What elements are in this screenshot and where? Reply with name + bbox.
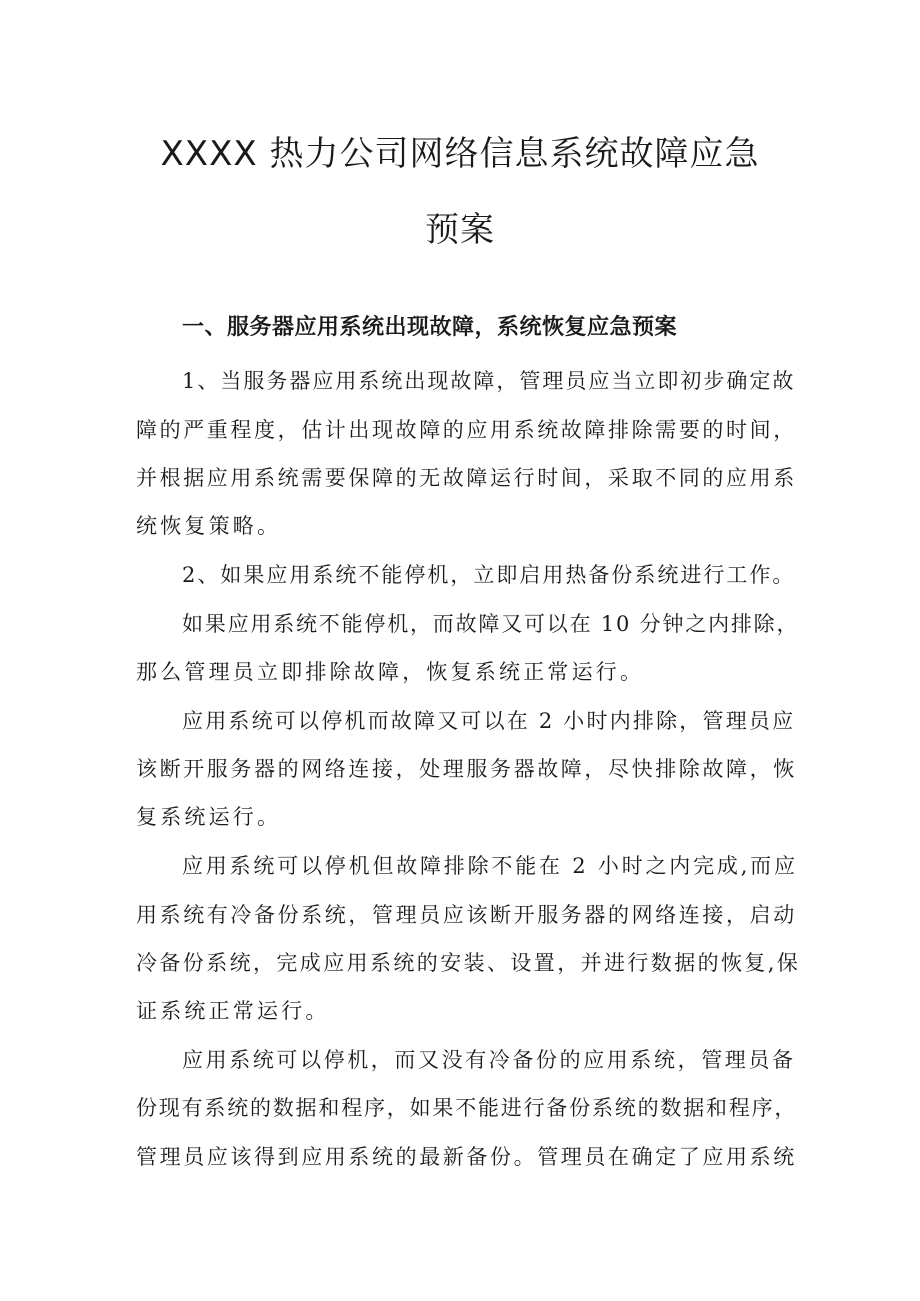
document-title-line-1: XXXX 热力公司网络信息系统故障应急 <box>160 134 760 174</box>
paragraph-line: 1、当服务器应用系统出现故障，管理员应当立即初步确定故 <box>182 369 796 393</box>
paragraph-line: 复系统运行。 <box>136 805 282 829</box>
paragraph-line: 份现有系统的数据和程序，如果不能进行备份系统的数据和程序， <box>136 1096 798 1120</box>
paragraph-line: 应用系统可以停机而故障又可以在 2 小时内排除，管理员应 <box>182 709 796 733</box>
paragraph-line: 应用系统可以停机，而又没有冷备份的应用系统，管理员备 <box>182 1048 796 1072</box>
paragraph-line: 那么管理员立即排除故障，恢复系统正常运行。 <box>136 660 645 684</box>
paragraph-line: 如果应用系统不能停机，而故障又可以在 10 分钟之内排除， <box>182 612 800 636</box>
paragraph-line: 2、如果应用系统不能停机，立即启用热备份系统进行工作。 <box>182 563 796 587</box>
paragraph-line: 应用系统可以停机但故障排除不能在 2 小时之内完成,而应 <box>182 854 798 878</box>
document-title-line-2: 预案 <box>425 210 495 250</box>
paragraph-line: 管理员应该得到应用系统的最新备份。管理员在确定了应用系统 <box>136 1145 797 1169</box>
paragraph-line: 统恢复策略。 <box>136 514 282 538</box>
paragraph-line: 并根据应用系统需要保障的无故障运行时间，采取不同的应用系 <box>136 466 797 490</box>
section-heading: 一、服务器应用系统出现故障，系统恢复应急预案 <box>182 315 678 340</box>
paragraph-line: 用系统有冷备份系统，管理员应该断开服务器的网络连接，启动 <box>136 903 797 927</box>
paragraph-line: 障的严重程度，估计出现故障的应用系统故障排除需要的时间， <box>136 418 797 442</box>
paragraph-line: 该断开服务器的网络连接，处理服务器故障，尽快排除故障，恢 <box>136 757 797 781</box>
paragraph-line: 证系统正常运行。 <box>136 999 330 1023</box>
paragraph-line: 冷备份系统，完成应用系统的安装、设置，并进行数据的恢复,保 <box>136 951 801 975</box>
